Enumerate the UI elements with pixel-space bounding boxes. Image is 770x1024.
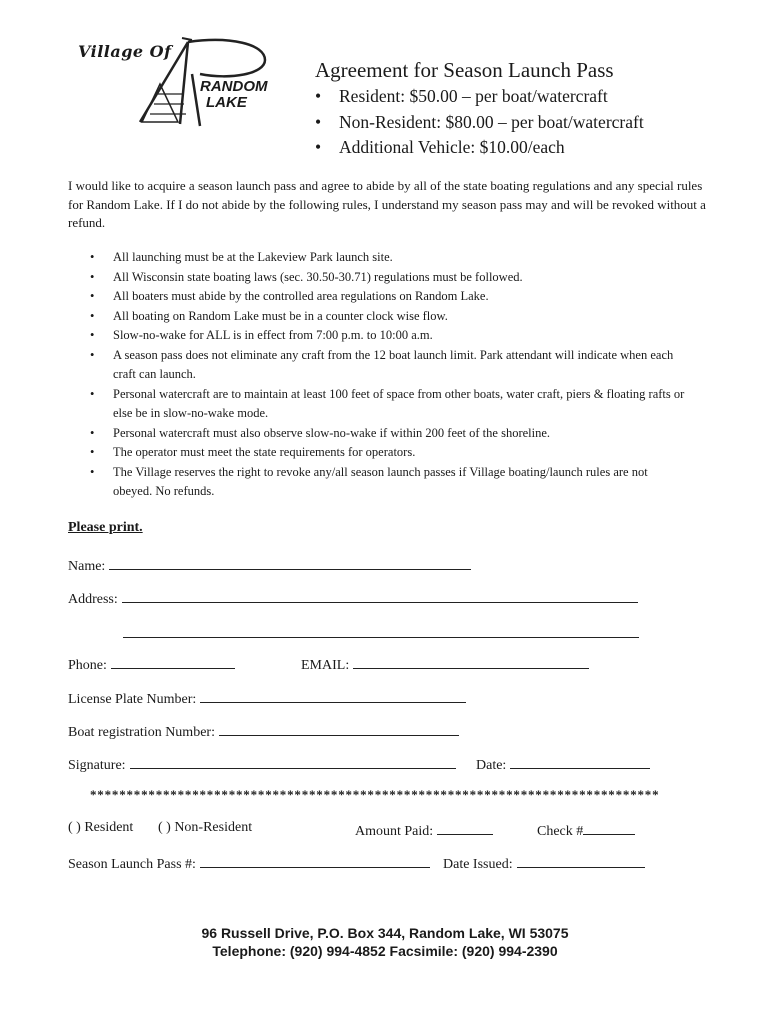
email-row — [301, 654, 589, 674]
rule-item: • All boating on Random Lake must be in a counter clock wise flow. — [90, 307, 690, 327]
phone-field[interactable] — [111, 654, 235, 669]
address-row — [68, 588, 638, 608]
page-title: Agreement for Season Launch Pass — [315, 58, 614, 82]
rule-item: • All Wisconsin state boating laws (sec. 30.50-30.71) regulations must be followed. — [90, 268, 690, 288]
address-field[interactable] — [122, 588, 638, 603]
amount-paid-field[interactable] — [437, 820, 493, 835]
rule-item: • All boaters must abide by the controlled area regulations on Random Lake. — [90, 287, 690, 307]
signature-field[interactable] — [130, 754, 456, 769]
date-issued-row — [443, 853, 645, 873]
non-resident-checkbox[interactable] — [158, 820, 252, 836]
footer-phones: Telephone: (920) 994-4852 Facsimile: (920) 994-2390 — [212, 943, 558, 959]
fee-non-resident: • Non-Resident: $80.00 – per boat/watercraft — [315, 110, 644, 136]
season-pass-row — [68, 853, 430, 873]
rule-item: • Personal watercraft must also observe slow-no-wake if within 200 feet of the shoreline. — [90, 424, 690, 444]
footer-address: 96 Russell Drive, P.O. Box 344, Random Lake, WI 53075 — [201, 925, 569, 941]
name-field[interactable] — [109, 555, 471, 570]
boat-registration-field[interactable] — [219, 721, 459, 736]
license-plate-label: License Plate Number: — [68, 692, 197, 707]
rules-list — [90, 248, 690, 502]
rule-item: • The Village reserves the right to revoke any/all season launch passes if Village boating/launch rules are not obeyed. No refunds. — [90, 463, 690, 502]
signature-row — [68, 754, 456, 774]
fee-additional-vehicle: • Additional Vehicle: $10.00/each — [315, 135, 644, 161]
date-field[interactable] — [510, 754, 650, 769]
phone-label: Phone: — [68, 658, 107, 673]
fee-resident: • Resident: $50.00 – per boat/watercraft — [315, 84, 644, 110]
name-label: Name: — [68, 559, 106, 574]
license-plate-row — [68, 688, 466, 708]
check-number-label: Check # — [537, 824, 584, 839]
address-field-line-2[interactable] — [123, 636, 639, 638]
fee-list — [315, 84, 644, 161]
amount-paid-label: Amount Paid: — [355, 824, 434, 839]
non-resident-label: ( ) Non-Resident — [158, 820, 253, 835]
village-logo — [60, 34, 290, 134]
logo-lake: LAKE — [206, 94, 247, 111]
rule-item: • A season pass does not eliminate any craft from the 12 boat launch limit. Park attendant will indicate when each craft can launch. — [90, 346, 690, 385]
rule-item: • Slow-no-wake for ALL is in effect from 7:00 p.m. to 10:00 a.m. — [90, 326, 690, 346]
date-label: Date: — [476, 758, 507, 773]
boat-registration-row — [68, 721, 459, 741]
boat-registration-label: Boat registration Number: — [68, 725, 215, 740]
name-row — [68, 555, 471, 575]
rule-item: • Personal watercraft are to maintain at least 100 feet of space from other boats, water craft, piers & floating rafts or else be in slow-no-wake mode. — [90, 385, 690, 424]
resident-checkbox[interactable] — [68, 820, 133, 836]
check-number-field[interactable] — [583, 820, 635, 835]
date-issued-field[interactable] — [517, 853, 645, 868]
logo-random: RANDOM — [200, 78, 268, 95]
rule-item: • All launching must be at the Lakeview Park launch site. — [90, 248, 690, 268]
check-number-row — [537, 820, 635, 840]
intro-paragraph: I would like to acquire a season launch pass and agree to abide by all of the state boating regulations and any special rules for Random Lake. If I do not abide by the following rules, I understand my season pass may and will be revoked without a refund. — [68, 178, 706, 230]
office-use-separator: ****************************************************************************** — [90, 787, 660, 802]
phone-row — [68, 654, 235, 674]
signature-label: Signature: — [68, 758, 126, 773]
date-row — [476, 754, 650, 774]
address-label: Address: — [68, 592, 118, 607]
season-pass-field[interactable] — [200, 853, 430, 868]
amount-paid-row — [355, 820, 493, 840]
season-pass-label: Season Launch Pass #: — [68, 857, 196, 872]
please-print-heading: Please print. — [68, 520, 143, 535]
email-label: EMAIL: — [301, 658, 350, 673]
date-issued-label: Date Issued: — [443, 857, 513, 872]
resident-label: ( ) Resident — [68, 820, 134, 835]
license-plate-field[interactable] — [200, 688, 466, 703]
email-field[interactable] — [353, 654, 589, 669]
rule-item: • The operator must meet the state requirements for operators. — [90, 443, 690, 463]
logo-village-of: Village Of — [78, 42, 172, 61]
